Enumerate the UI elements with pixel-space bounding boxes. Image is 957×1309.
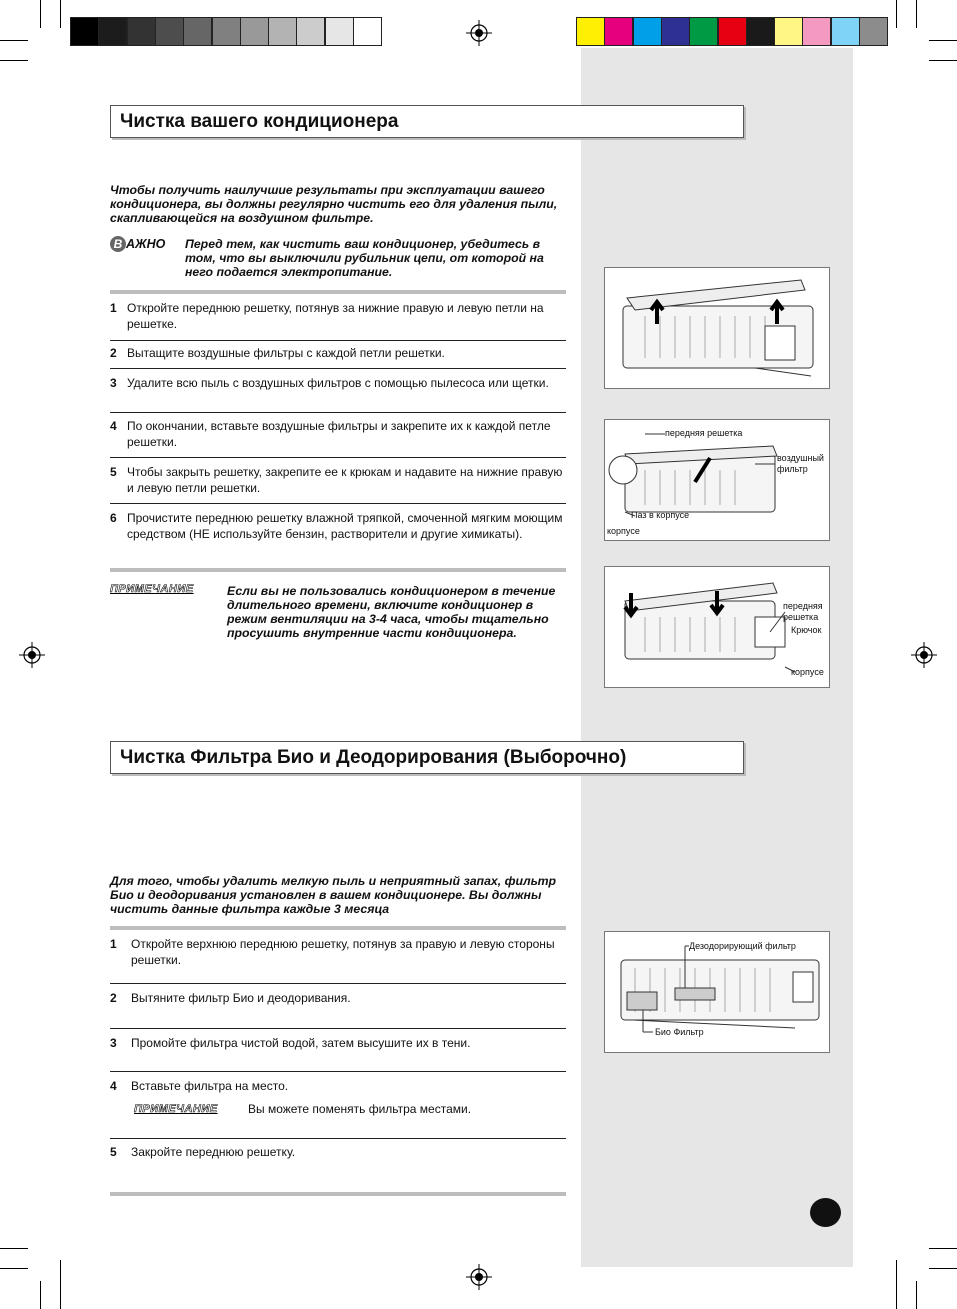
crop-mark (0, 40, 28, 41)
step-divider (110, 983, 566, 984)
step-text: Вытащите воздушные фильтры с каждой петли решетки. (127, 346, 445, 360)
crop-mark (60, 1260, 61, 1309)
label-hook: Крючок (791, 625, 822, 635)
warning-label-text: АЖНО (126, 237, 166, 251)
step-1 (110, 300, 566, 334)
step-number: 4 (110, 1079, 117, 1093)
bio-step-1 (110, 936, 566, 970)
label-body: корпусе (607, 526, 640, 536)
label-slot: Паз в корпусе (631, 510, 690, 520)
step-divider (110, 1028, 566, 1029)
crop-mark (896, 1260, 897, 1309)
step-5 (110, 464, 566, 498)
step-2 (110, 345, 566, 363)
step-text: Прочистите переднюю решетку влажной тряпкой, смоченной мягким моющим средством (НЕ используйте бензин, растворители и другие химикаты). (127, 511, 563, 541)
label-deodorizing-filter: Дезодорирующий фильтр (689, 941, 796, 951)
section1-title: Чистка вашего кондиционера (110, 105, 744, 138)
registration-mark-icon (911, 642, 937, 668)
color-swatch (689, 17, 718, 46)
figure-remove-filter (604, 419, 830, 541)
bio-step-2 (110, 990, 566, 1008)
ac-unit-illustration (605, 268, 831, 390)
crop-mark (929, 1248, 957, 1249)
color-swatch (802, 17, 831, 46)
label-body: корпусе (791, 667, 824, 677)
figure-bio-deodor-filters (604, 931, 830, 1053)
section2-intro: Для того, чтобы удалить мелкую пыль и неприятный запах, фильтр Био и деодоривания установлен в вашем кондиционере. Вы должны чистить данные фильтра каждые 3 месяца (110, 874, 557, 916)
step-number: 2 (110, 346, 117, 360)
bio-step-5 (110, 1144, 566, 1162)
color-swatch (183, 17, 212, 46)
step-number: 6 (110, 511, 117, 525)
label-front-grille: передняя решетка (665, 428, 743, 438)
color-swatch (296, 17, 325, 46)
step-text: Откройте переднюю решетку, потянув за нижние правую и левую петли на решетке. (127, 301, 544, 331)
step-4 (110, 418, 566, 452)
step-3 (110, 375, 566, 409)
registration-mark-icon (19, 642, 45, 668)
ac-unit-illustration (605, 420, 831, 542)
color-swatch (774, 17, 803, 46)
color-swatch (268, 17, 297, 46)
step-number: 1 (110, 937, 117, 951)
step-number: 5 (110, 465, 117, 479)
step-text: По окончании, вставьте воздушные фильтры и закрепите их к каждой петле решетки. (127, 419, 551, 449)
color-swatch (325, 17, 354, 46)
section-divider (110, 926, 566, 930)
figure-close-grille (604, 566, 830, 688)
color-swatch (859, 17, 888, 46)
color-swatch (212, 17, 241, 46)
color-swatch (127, 17, 156, 46)
step-number: 3 (110, 1036, 117, 1050)
color-swatch (353, 17, 382, 46)
step-number: 1 (110, 301, 117, 315)
bio-step-3 (110, 1035, 566, 1053)
step-6 (110, 510, 566, 560)
step-number: 5 (110, 1145, 117, 1159)
step-divider (110, 1071, 566, 1072)
note-text: Если вы не пользовались кондиционером в течение длительного времени, включите кондиционер в режим вентиляции на 3-4 часа, чтобы тщательно просушить внутренние части кондиционера. (227, 584, 556, 640)
step-text: Вытяните фильтр Био и деодоривания. (131, 991, 351, 1005)
color-swatch (661, 17, 690, 46)
section2-title: Чистка Фильтра Био и Деодорирования (Выборочно) (110, 741, 744, 774)
step-text: Чтобы закрыть решетку, закрепите ее к крюкам и надавите на нижние правую и левую петли решетки. (127, 465, 563, 495)
warning-badge-icon: В (110, 236, 126, 252)
label-front-grille: передняя (783, 601, 823, 611)
crop-mark (916, 0, 917, 28)
color-swatch (746, 17, 775, 46)
color-swatch (155, 17, 184, 46)
color-swatch (98, 17, 127, 46)
step-text: Удалите всю пыль с воздушных фильтров с помощью пылесоса или щетки. (127, 376, 549, 390)
step-divider (110, 412, 566, 413)
crop-mark (40, 0, 41, 28)
step-text: Вставьте фильтра на место. (131, 1079, 289, 1093)
note-label: ПРИМЕЧАНИЕ (110, 583, 194, 595)
step4-note-text: Вы можете поменять фильтра местами. (248, 1102, 472, 1116)
registration-mark-icon (466, 1264, 492, 1290)
crop-mark (916, 1281, 917, 1309)
bio-step-4 (110, 1078, 566, 1096)
step-number: 3 (110, 376, 117, 390)
figure-open-grille (604, 267, 830, 389)
crop-mark (0, 1248, 28, 1249)
color-swatch (831, 17, 860, 46)
step4-note-label: ПРИМЕЧАНИЕ (134, 1103, 218, 1115)
section-divider (110, 1192, 566, 1196)
step-divider (110, 457, 566, 458)
crop-mark (40, 1281, 41, 1309)
label-air-filter: воздушный (777, 453, 824, 463)
color-swatch (718, 17, 747, 46)
step-text: Закройте переднюю решетку. (131, 1145, 296, 1159)
step-divider (110, 1138, 566, 1139)
step-number: 2 (110, 991, 117, 1005)
registration-mark-icon (466, 20, 492, 46)
crop-mark (0, 1268, 28, 1269)
step-text: Откройте верхнюю переднюю решетку, потянув за правую и левую стороны решетки. (131, 937, 555, 967)
label-air-filter: фильтр (777, 464, 808, 474)
section-divider (110, 568, 566, 572)
step-divider (110, 340, 566, 341)
step-divider (110, 503, 566, 504)
color-swatch (576, 17, 605, 46)
crop-mark (929, 60, 957, 61)
section-divider (110, 290, 566, 294)
warning-text: Перед тем, как чистить ваш кондиционер, убедитесь в том, что вы выключили рубильник цепи, от которой на него подается электропитание. (185, 237, 544, 279)
crop-mark (896, 0, 897, 28)
step-divider (110, 368, 566, 369)
warning-label (110, 236, 165, 252)
page-number-marker (810, 1198, 841, 1227)
section1-intro: Чтобы получить наилучшие результаты при эксплуатации вашего кондиционера, вы должны регулярно чистить его для удаления пыли, скапливающейся на воздушном фильтре. (110, 183, 558, 225)
color-swatch (70, 17, 99, 46)
crop-mark (929, 40, 957, 41)
step-text: Промойте фильтра чистой водой, затем высушите их в тени. (131, 1036, 471, 1050)
label-bio-filter: Био Фильтр (655, 1027, 704, 1037)
crop-mark (0, 60, 28, 61)
crop-mark (929, 1268, 957, 1269)
step-number: 4 (110, 419, 117, 433)
crop-mark (60, 0, 61, 28)
color-swatch (604, 17, 633, 46)
label-front-grille: решетка (783, 612, 819, 622)
color-swatch (633, 17, 662, 46)
color-swatch (240, 17, 269, 46)
